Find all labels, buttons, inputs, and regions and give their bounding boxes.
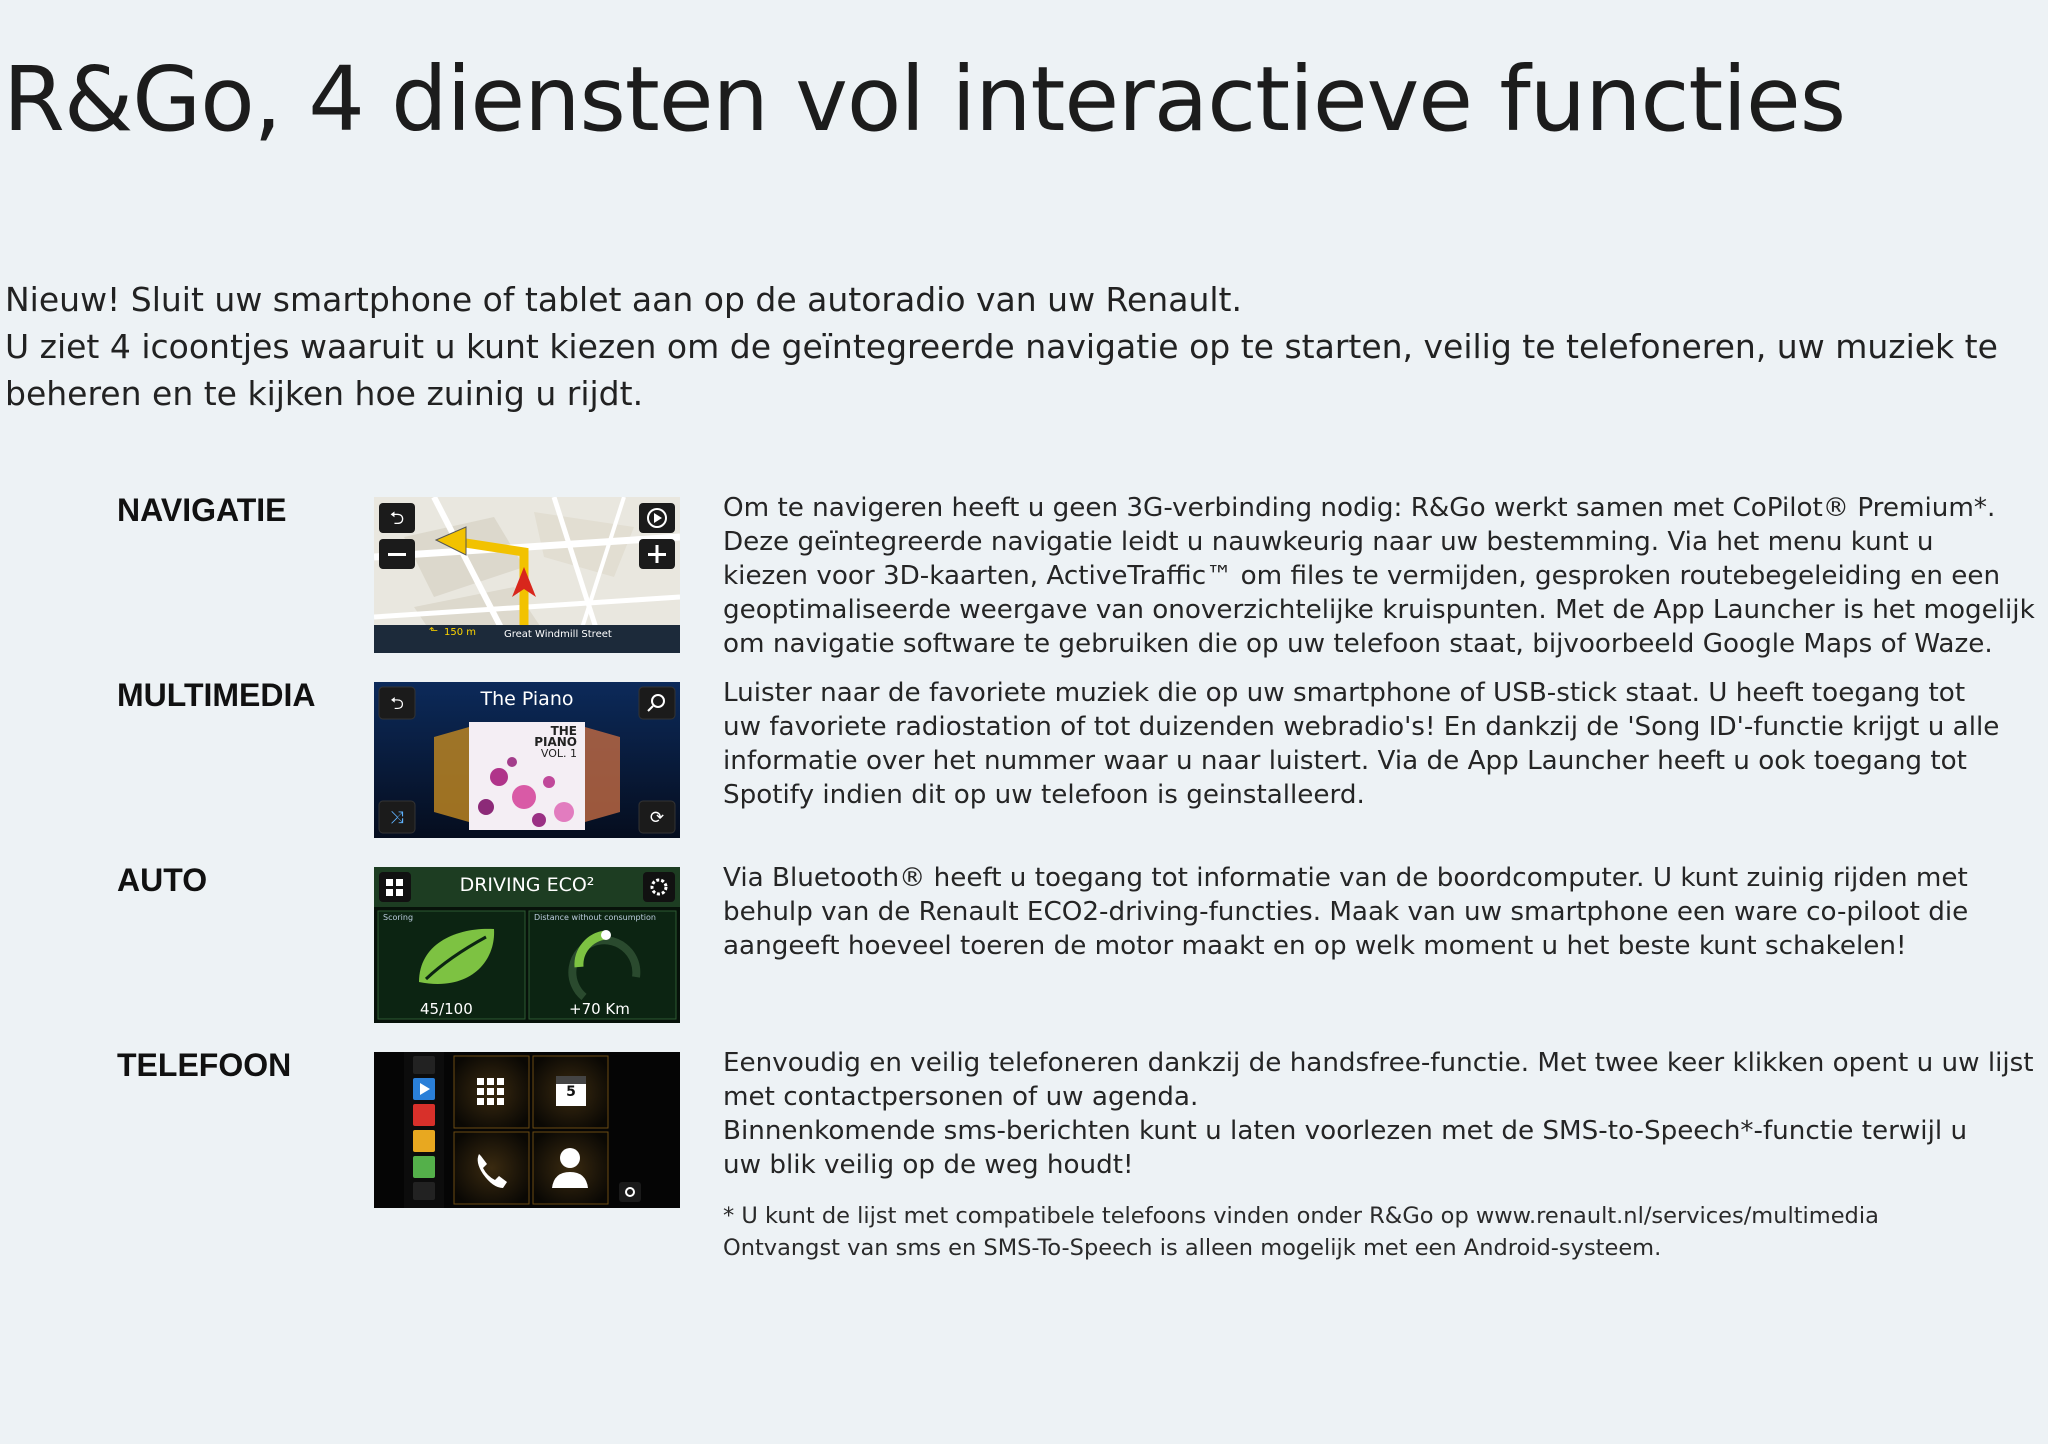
phone-screenshot	[374, 1052, 680, 1208]
footnote	[723, 1200, 2023, 1264]
nav-street: Great Windmill Street	[504, 629, 612, 640]
description-line: behulp van de Renault ECO2-driving-functies. Maak van uw smartphone een ware co-piloot die	[723, 897, 1969, 927]
feature-label-telefoon: TELEFOON	[117, 1047, 292, 1083]
description-line: aangeeft hoeveel toeren de motor maakt en op welk moment u het beste kunt schakelen!	[723, 931, 1907, 961]
description-line: met contactpersonen of uw agenda.	[723, 1082, 1199, 1112]
svg-text:⬑: ⬑	[429, 624, 439, 637]
nav-distance: 150 m	[444, 627, 477, 638]
description-line: Eenvoudig en veilig telefoneren dankzij de handsfree-functie. Met twee keer klikken opent u uw lijst	[723, 1048, 2034, 1078]
auto-screenshot	[374, 867, 680, 1023]
feature-description-telefoon	[723, 1046, 2033, 1182]
feature-label-multimedia: MULTIMEDIA	[117, 677, 316, 713]
svg-text:⤨: ⤨	[390, 808, 404, 828]
feature-description-auto	[723, 861, 2033, 963]
description-line: uw blik veilig op de weg houdt!	[723, 1150, 1134, 1180]
description-line: Om te navigeren heeft u geen 3G-verbinding nodig: R&Go werkt samen met CoPilot® Premium*.	[723, 493, 1996, 523]
footnote-line-1: * U kunt de lijst met compatibele telefoons vinden onder R&Go op www.renault.nl/services/multimedia	[723, 1203, 1879, 1229]
eco-distance: +70 Km	[569, 1000, 630, 1018]
eco-left-caption: Scoring	[383, 913, 414, 922]
svg-text:⮌: ⮌	[389, 508, 405, 529]
eco-score: 45/100	[420, 1000, 473, 1018]
description-line: Deze geïntegreerde navigatie leidt u nauwkeurig naar uw bestemming. Via het menu kunt u	[723, 527, 1934, 557]
feature-label-navigatie: NAVIGATIE	[117, 492, 287, 528]
description-line: informatie over het nummer waar u naar luistert. Via de App Launcher heeft u ook toegang tot	[723, 746, 1967, 776]
calendar-day: 5	[566, 1084, 576, 1100]
album-cover-text	[534, 726, 577, 759]
svg-text:⮌: ⮌	[390, 694, 404, 714]
description-line: Spotify indien dit op uw telefoon is geinstalleerd.	[723, 780, 1365, 810]
description-line: Binnenkomende sms-berichten kunt u laten voorlezen met de SMS-to-Speech*-functie terwijl u	[723, 1116, 1968, 1146]
album-cover-line: VOL. 1	[540, 747, 577, 760]
description-line: geoptimaliseerde weergave van onoverzichtelijke kruispunten. Met de App Launcher is het mogelijk	[723, 595, 2035, 625]
navigation-screenshot	[374, 497, 680, 653]
feature-description-multimedia	[723, 676, 2033, 812]
description-line: Via Bluetooth® heeft u toegang tot informatie van de boordcomputer. U kunt zuinig rijden met	[723, 863, 1968, 893]
description-line: om navigatie software te gebruiken die op uw telefoon staat, bijvoorbeeld Google Maps of Waze.	[723, 629, 1993, 659]
intro-line-1: Nieuw! Sluit uw smartphone of tablet aan op de autoradio van uw Renault.	[5, 280, 1242, 319]
feature-description-navigatie	[723, 491, 2033, 661]
multimedia-screenshot	[374, 682, 680, 838]
feature-label-auto: AUTO	[117, 862, 208, 898]
album-title: The Piano	[480, 688, 574, 710]
intro-text	[5, 276, 2015, 417]
album-cover-line: PIANO	[534, 735, 577, 749]
description-line: Luister naar de favoriete muziek die op uw smartphone of USB-stick staat. U heeft toegang tot	[723, 678, 1966, 708]
page-title: R&Go, 4 diensten vol interactieve functies	[3, 47, 1846, 151]
description-line: uw favoriete radiostation of tot duizenden webradio's! En dankzij de 'Song ID'-functie krijgt u alle	[723, 712, 2000, 742]
description-line: kiezen voor 3D-kaarten, ActiveTraffic™ om files te vermijden, gesproken routebegeleiding en een	[723, 561, 2001, 591]
svg-text:⟳: ⟳	[649, 808, 665, 828]
footnote-line-2: Ontvangst van sms en SMS-To-Speech is alleen mogelijk met een Android-systeem.	[723, 1235, 1662, 1261]
eco-title: DRIVING ECO²	[459, 874, 595, 896]
intro-line-2: U ziet 4 icoontjes waaruit u kunt kiezen om de geïntegreerde navigatie op te starten, veilig te telefoneren, uw muziek te beheren en te kijken hoe zuinig u rijdt.	[5, 327, 1998, 413]
album-cover-line: THE	[550, 724, 577, 738]
eco-right-caption: Distance without consumption	[534, 913, 656, 922]
